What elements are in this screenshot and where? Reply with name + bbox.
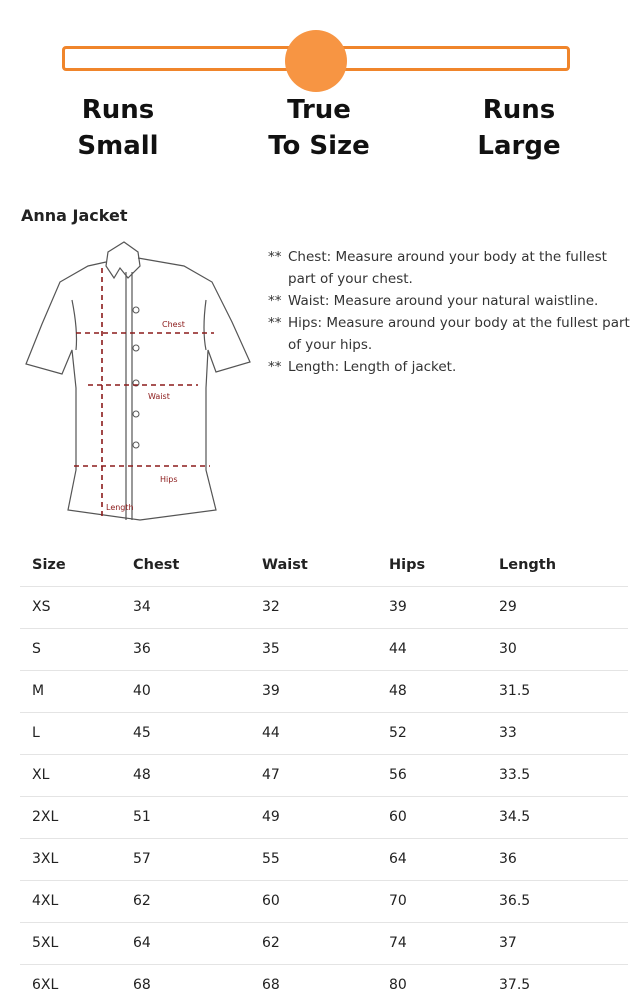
button-icon	[133, 345, 139, 351]
table-cell: 39	[377, 586, 487, 628]
table-cell: 70	[377, 880, 487, 922]
table-cell: S	[20, 628, 121, 670]
fit-label-runs-small	[38, 92, 198, 164]
table-cell: 48	[377, 670, 487, 712]
table-cell: 62	[121, 880, 250, 922]
note-bullet: **	[268, 249, 282, 265]
table-cell: 36.5	[487, 880, 628, 922]
table-cell: 36	[121, 628, 250, 670]
note-bullet: **	[268, 293, 282, 309]
table-cell: L	[20, 712, 121, 754]
table-cell: 3XL	[20, 838, 121, 880]
table-cell: 31.5	[487, 670, 628, 712]
column-header: Size	[20, 544, 121, 586]
note-waist	[268, 290, 634, 312]
size-table-body	[20, 586, 628, 1006]
button-icon	[133, 411, 139, 417]
table-cell: 2XL	[20, 796, 121, 838]
table-cell: 33.5	[487, 754, 628, 796]
table-cell: 47	[250, 754, 377, 796]
note-bullet: **	[268, 359, 282, 375]
table-cell: 60	[250, 880, 377, 922]
table-row	[20, 796, 628, 838]
column-header: Hips	[377, 544, 487, 586]
table-cell: 6XL	[32, 977, 59, 994]
table-cell: 30	[487, 628, 628, 670]
button-icon	[133, 307, 139, 313]
column-header: Length	[487, 544, 628, 586]
table-header-row	[20, 544, 628, 586]
fit-label-line: Runs	[482, 95, 556, 125]
table-row	[20, 670, 628, 712]
fit-label-line: True	[287, 95, 351, 125]
note-text: Hips: Measure around your body at the fullest part of your hips.	[288, 315, 630, 353]
table-cell: 35	[250, 628, 377, 670]
table-cell: 40	[121, 670, 250, 712]
table-cell: 64	[121, 922, 250, 964]
fit-label-line: Small	[77, 131, 159, 161]
hips-label: Hips	[160, 475, 178, 484]
fit-label-line: To Size	[268, 131, 370, 161]
table-cell: 56	[377, 754, 487, 796]
table-cell: 44	[377, 628, 487, 670]
table-cell: 39	[250, 670, 377, 712]
table-cell: M	[20, 670, 121, 712]
fit-label-line: Large	[477, 131, 561, 161]
table-cell: 51	[121, 796, 250, 838]
button-icon	[133, 442, 139, 448]
table-cell: 60	[377, 796, 487, 838]
note-text: Length: Length of jacket.	[288, 359, 457, 375]
table-cell: 37.5	[499, 977, 531, 994]
fit-label-line: Runs	[81, 95, 155, 125]
note-text: Chest: Measure around your body at the fullest part of your chest.	[288, 249, 607, 287]
table-row	[20, 838, 628, 880]
table-cell: 5XL	[20, 922, 121, 964]
table-cell: 37	[487, 922, 628, 964]
note-chest	[268, 246, 634, 290]
table-cell: 32	[250, 586, 377, 628]
table-cell: 34	[121, 586, 250, 628]
table-row	[20, 586, 628, 628]
table-cell: 49	[250, 796, 377, 838]
table-cell: 55	[250, 838, 377, 880]
table-cell: 57	[121, 838, 250, 880]
table-row	[20, 754, 628, 796]
table-cell: 48	[121, 754, 250, 796]
table-row	[20, 880, 628, 922]
table-row	[20, 712, 628, 754]
table-cell: XS	[20, 586, 121, 628]
note-text: Waist: Measure around your natural waistline.	[288, 293, 599, 309]
column-header: Chest	[121, 544, 250, 586]
table-cell: 68	[133, 977, 151, 994]
table-cell: 80	[389, 977, 407, 994]
table-cell: 36	[487, 838, 628, 880]
table-cell: 52	[377, 712, 487, 754]
table-cell: 64	[377, 838, 487, 880]
table-cell: XL	[20, 754, 121, 796]
jacket-measurement-diagram	[20, 238, 255, 528]
table-cell: 33	[487, 712, 628, 754]
length-label: Length	[106, 503, 134, 512]
chest-label: Chest	[162, 320, 185, 329]
table-cell: 4XL	[20, 880, 121, 922]
note-length	[268, 356, 634, 378]
jacket-buttons	[133, 307, 139, 448]
table-cell: 68	[262, 977, 280, 994]
table-cell: 62	[250, 922, 377, 964]
fit-scale-indicator	[285, 30, 347, 92]
fit-label-runs-large	[439, 92, 599, 164]
size-chart-table	[20, 544, 628, 1006]
table-cell: 45	[121, 712, 250, 754]
fit-label-true-to-size	[239, 92, 399, 164]
table-cell: 44	[250, 712, 377, 754]
table-cell: 74	[377, 922, 487, 964]
note-bullet: **	[268, 315, 282, 331]
table-row	[20, 628, 628, 670]
measurement-notes	[268, 246, 634, 378]
table-row	[20, 922, 628, 964]
column-header: Waist	[250, 544, 377, 586]
waist-label: Waist	[148, 392, 170, 401]
note-hips	[268, 312, 634, 356]
product-title: Anna Jacket	[21, 206, 128, 225]
table-cell: 29	[487, 586, 628, 628]
table-cell: 34.5	[487, 796, 628, 838]
measurement-lines	[74, 268, 214, 520]
